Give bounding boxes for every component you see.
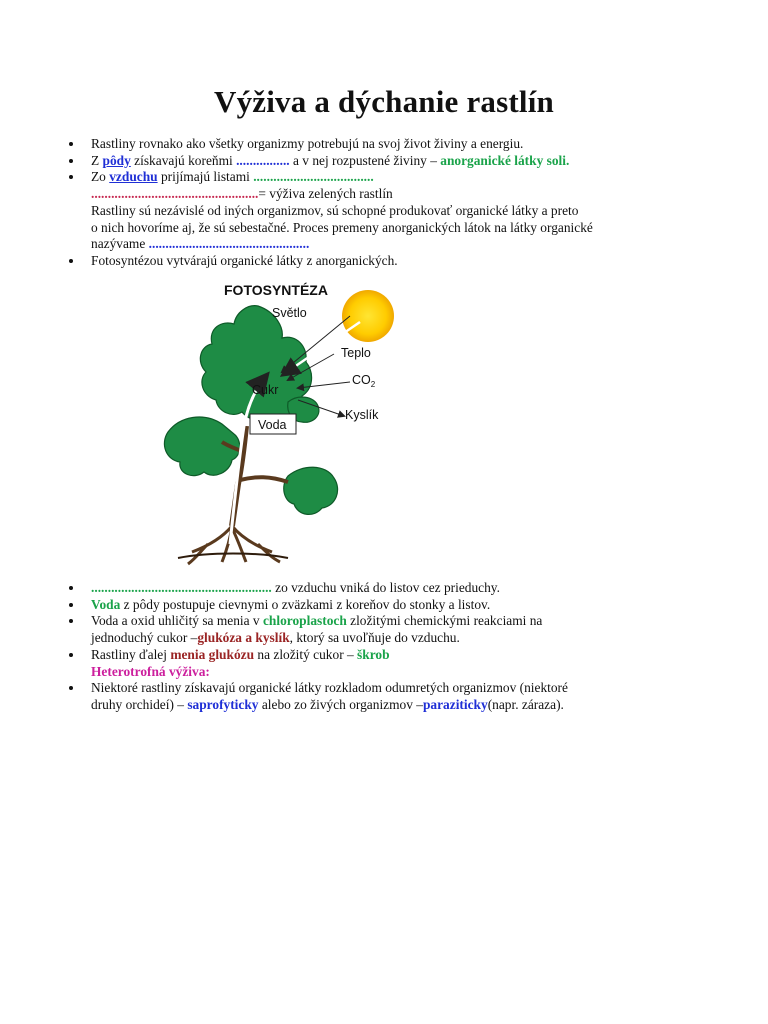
label-co2: $CO_2$	[352, 373, 376, 389]
bullet-chloroplasts: Voda a oxid uhličitý sa menia v chloroplastoch zložitými chemickými reakciami na	[91, 613, 691, 630]
pody-link[interactable]: pôdy	[102, 152, 131, 168]
page-title: Výživa a dýchanie rastlín	[214, 84, 554, 119]
term-saprophytic: saprofyticky	[187, 696, 259, 712]
paragraph-line-2: o nich hovoríme aj, že sú sebestačné. Proces premeny anorganických látok na látky organické	[91, 219, 593, 235]
term-parasitic: paraziticky	[422, 696, 488, 712]
diagram-title: FOTOSYNTÉZA	[224, 282, 328, 298]
vzduchu-link[interactable]: vzduchu	[109, 169, 158, 185]
label-teplo: Teplo	[341, 346, 371, 360]
label-svetlo: Světlo	[272, 306, 307, 320]
roots	[188, 526, 280, 564]
label-voda: Voda	[258, 418, 287, 432]
paragraph-line-1: Rastliny sú nezávislé od iných organizmov, sú schopné produkovať organické látky a preto	[91, 202, 579, 218]
paragraph-line-3: nazývame ................................................	[91, 236, 310, 252]
details-section	[91, 580, 691, 714]
chloroplasts-line-2: jednoduchý cukor –glukóza a kyslík, ktorý sa uvoľňuje do vzduchu.	[91, 630, 460, 646]
term-menia-glukozu: menia glukózu	[170, 646, 255, 662]
photosynthesis-diagram	[138, 276, 400, 566]
bullet-air: Zo vzduchu prijímajú listami ....................................	[91, 169, 691, 186]
bullet-photosynthesis: Fotosyntézou vytvárajú organické látky z anorganických.	[91, 253, 691, 270]
bullet-starch: Rastliny ďalej menia glukózu na zložitý cukor – škrob	[91, 647, 691, 664]
bullet-co2-intake: ...................................................... zo vzduchu vniká do listov cez prieduchy.	[91, 580, 691, 597]
blank-roots: ................	[236, 152, 290, 168]
heterotrophic-line-2: druhy orchideí) – saprofyticky alebo zo živých organizmov –paraziticky(napr. záraza).	[91, 696, 564, 712]
blank-leaves: ....................................	[253, 169, 374, 185]
autotrophic-line: ..................................................= výživa zelených rastlín	[91, 186, 393, 202]
term-voda: Voda	[91, 596, 121, 612]
term-glucose-oxygen: glukóza a kyslík	[197, 630, 290, 646]
heading-heterotrophic: Heterotrofná výživa:	[91, 663, 210, 679]
bullet-soil: Z pôdy získavajú koreňmi ................ a v nej rozpustené živiny – anorganické látky soli.	[91, 153, 691, 170]
intro-section	[91, 136, 691, 270]
term-starch: škrob	[357, 646, 390, 662]
bullet-nutrition-need: Rastliny rovnako ako všetky organizmy potrebujú na svoj život živiny a energiu.	[91, 136, 691, 153]
blank-co2: ......................................................	[91, 580, 272, 595]
blank-autotrophic: ..................................................	[91, 186, 259, 202]
bullet-heterotrophic: Niektoré rastliny získavajú organické látky rozkladom odumretých organizmov (niektoré	[91, 680, 691, 697]
label-cukr: Cukr	[252, 383, 279, 397]
bullet-water: Voda z pôdy postupuje cievnymi o zväzkami z koreňov do stonky a listov.	[91, 597, 691, 614]
term-inorganic-salts: anorganické látky soli.	[440, 152, 570, 168]
label-kyslik: Kyslík	[345, 408, 379, 422]
blank-process: ................................................	[148, 236, 310, 252]
right-leaf	[284, 467, 338, 514]
term-chloroplasts: chloroplastoch	[262, 613, 347, 629]
